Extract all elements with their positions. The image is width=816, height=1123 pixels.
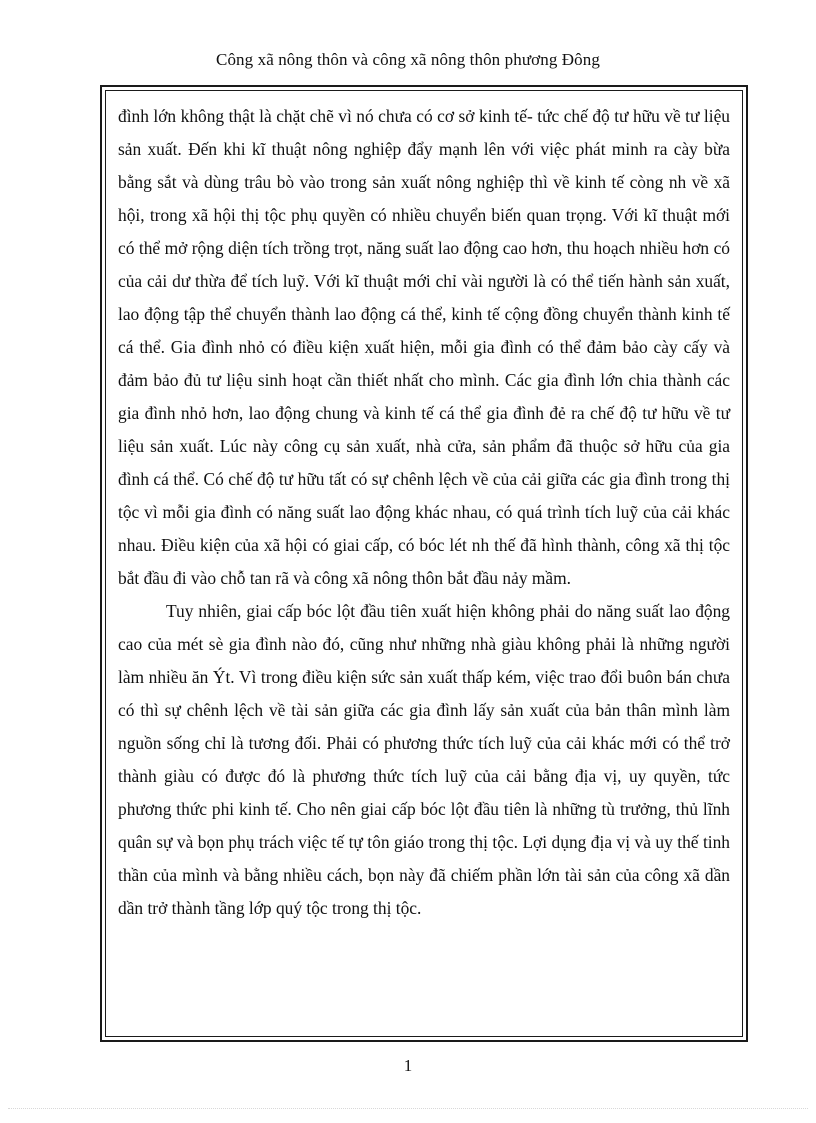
paragraph-2: Tuy nhiên, giai cấp bóc lột đầu tiên xuất hiện không phải do năng suất lao động cao của mét sè gia đình nào đó, cũng như những nhà giàu không phải là những người làm nhiều ăn Ýt. Vì trong điều kiện sức sản xuất thấp kém, việc trao đổi buôn bán chưa có thì sự chênh lệch về tài sản giữa các gia đình lấy sản xuất của bản thân mình làm nguồn sống chỉ là tương đối. Phải có phương thức tích luỹ của cải khác mới có thể trở thành giàu có được đó là phương thức tích luỹ của cải bằng địa vị, uy quyền, tức phương thức phi kinh tế. Cho nên giai cấp bóc lột đầu tiên là những tù trưởng, thủ lĩnh quân sự và bọn phụ trách việc tế tự tôn giáo trong thị tộc. Lợi dụng địa vị và uy thế tinh thần của mình và bằng nhiều cách, bọn này đã chiếm phần lớn tài sản của công xã dần dần trở thành tầng lớp quý tộc trong thị tộc. bbox=[118, 601, 730, 918]
body-text bbox=[118, 100, 730, 925]
page-bottom-divider bbox=[8, 1108, 808, 1109]
page-number: 1 bbox=[403, 1056, 413, 1075]
paragraph-1: đình lớn không thật là chặt chẽ vì nó chưa có cơ sở kinh tế- tức chế độ tư hữu về tư liệu sản xuất. Đến khi kĩ thuật nông nghiệp đẩy mạnh lên với việc phát minh ra cày bừa bằng sắt và dùng trâu bò vào trong sản xuất nông nghiệp thì về kinh tế còng nh về xã hội, trong xã hội thị tộc phụ quyền có nhiều chuyển biến quan trọng. Với kĩ thuật mới có thể mở rộng diện tích trồng trọt, năng suất lao động cao hơn, thu hoạch nhiều hơn có của cải dư thừa để tích luỹ. Với kĩ thuật mới chỉ vài người là có thể tiến hành sản xuất, lao động tập thể chuyển thành lao động cá thể, kinh tế cộng đồng chuyển thành kinh tế cá thể. Gia đình nhỏ có điều kiện xuất hiện, mỗi gia đình có thể đảm bảo cày cấy và đảm bảo đủ tư liệu sinh hoạt cần thiết nhất cho mình. Các gia đình lớn chia thành các gia đình nhỏ hơn, lao động chung và kinh tế cá thể gia đình đẻ ra chế độ tư hữu về tư liệu sản xuất. Lúc này công cụ sản xuất, nhà cửa, sản phẩm đã thuộc sở hữu của gia đình cá thể. Có chế độ tư hữu tất có sự chênh lệch về của cải giữa các gia đình trong thị tộc vì mỗi gia đình có năng suất lao động khác nhau, có quá trình tích luỹ của cải khác nhau. Điều kiện của xã hội có giai cấp, có bóc lét nh thế đã hình thành, công xã thị tộc bắt đầu đi vào chỗ tan rã và công xã nông thôn bắt đầu nảy mầm. bbox=[118, 106, 730, 588]
page-border-frame bbox=[100, 85, 748, 1042]
page-header-title: Công xã nông thôn và công xã nông thôn phương Đông bbox=[216, 50, 600, 69]
page-border-inner bbox=[105, 90, 743, 1037]
